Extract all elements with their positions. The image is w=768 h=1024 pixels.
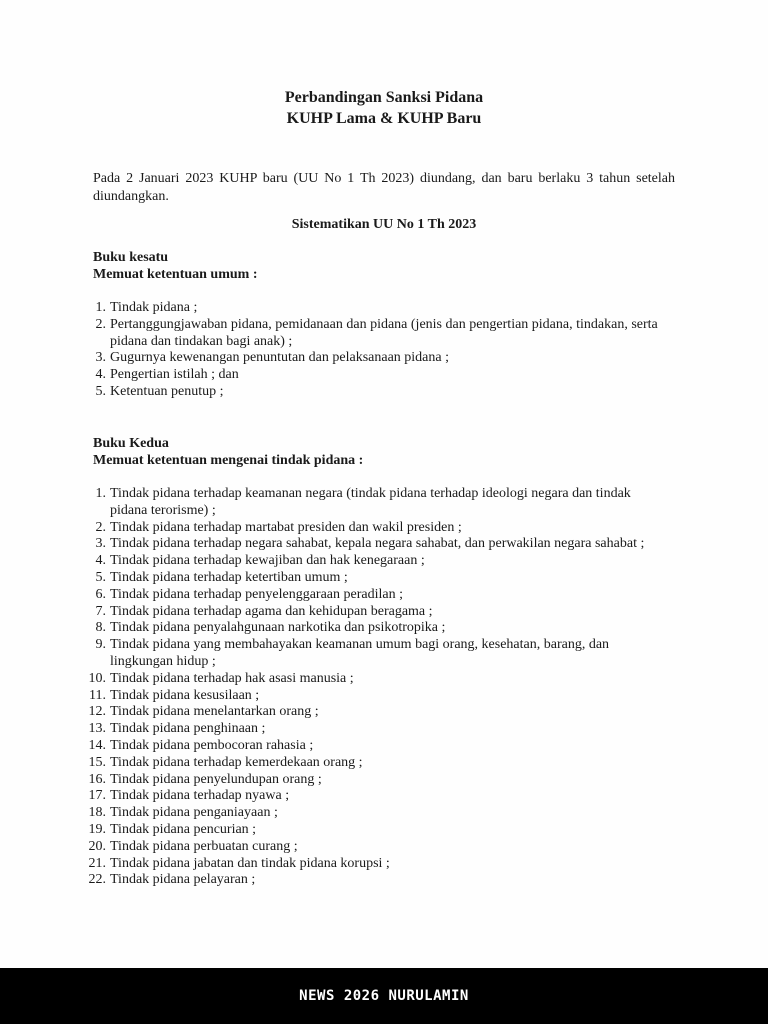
list-item-number: 1. — [95, 300, 106, 315]
list-item-text: Pertanggungjawaban pidana, pemidanaan dan pidana (jenis dan pengertian pidana, tindakan, serta pidana dan tindakan bagi anak) ; — [110, 316, 658, 349]
list-item — [95, 603, 670, 621]
list-item — [88, 872, 670, 889]
list-item-text: Tindak pidana terhadap penyelenggaraan peradilan ; — [110, 586, 403, 602]
list-item — [88, 704, 670, 721]
list-item-number: 8. — [95, 620, 106, 636]
list-item — [89, 687, 670, 705]
list-item-text: Tindak pidana terhadap nyawa ; — [110, 788, 290, 804]
document-title-line2: KUHP Lama & KUHP Baru — [286, 110, 482, 127]
list-item — [95, 486, 670, 520]
list-item-number: 2. — [95, 316, 106, 332]
list-item-number: 9. — [95, 637, 106, 653]
buku-kedua-heading: Buku Kedua — [93, 436, 169, 451]
list-item-number: 5. — [95, 569, 106, 585]
list-item — [88, 670, 670, 688]
list-item-number: 12. — [88, 704, 106, 720]
list-item-text: Tindak pidana kesusilaan ; — [110, 687, 260, 703]
list-item — [88, 855, 670, 873]
list-item-number: 5. — [95, 383, 106, 399]
list-item-text: Tindak pidana penyalahgunaan narkotika dan psikotropika ; — [110, 620, 446, 636]
list-item-text: Tindak pidana jabatan dan tindak pidana korupsi ; — [110, 855, 390, 871]
list-item-number: 13. — [88, 721, 106, 737]
list-item — [88, 754, 670, 772]
list-item — [95, 300, 670, 317]
list-item-number: 21. — [88, 855, 106, 871]
list-item — [88, 788, 670, 805]
buku-kesatu-heading: Buku kesatu — [93, 250, 169, 265]
list-item-text: Tindak pidana pelayaran ; — [110, 872, 256, 888]
list-item-number: 1. — [95, 486, 106, 501]
list-item — [95, 350, 670, 367]
list-item-text: Tindak pidana penyelundupan orang ; — [110, 771, 322, 787]
list-item-number: 10. — [88, 670, 106, 686]
list-item-text: Tindak pidana pembocoran rahasia ; — [110, 737, 314, 753]
buku-kesatu-subheading: Memuat ketentuan umum : — [93, 267, 258, 282]
buku-kesatu-list — [95, 300, 670, 401]
list-item-text: Tindak pidana perbuatan curang ; — [110, 838, 298, 854]
list-item-text: Tindak pidana terhadap kewajiban dan hak kenegaraan ; — [110, 553, 425, 569]
list-item — [88, 721, 670, 738]
list-item — [95, 536, 670, 553]
list-item-text: Tindak pidana ; — [110, 300, 198, 315]
buku-kedua-list — [88, 486, 670, 889]
list-item-text: Tindak pidana terhadap keamanan negara (tindak pidana terhadap ideologi negara dan tindak pidana terorisme) ; — [110, 486, 631, 518]
list-item — [88, 821, 670, 839]
list-item-number: 3. — [95, 536, 106, 552]
list-item-text: Tindak pidana penghinaan ; — [110, 721, 266, 737]
list-item-number: 22. — [88, 872, 106, 888]
list-item-text: Tindak pidana terhadap negara sahabat, kepala negara sahabat, dan perwakilan negara sahabat ; — [110, 536, 645, 552]
footer-caption-bar — [0, 968, 768, 1024]
list-item-number: 2. — [95, 519, 106, 535]
list-item-text: Tindak pidana terhadap hak asasi manusia ; — [110, 670, 354, 686]
list-item-text: Tindak pidana terhadap kemerdekaan orang ; — [110, 754, 363, 770]
list-item — [95, 586, 670, 604]
list-item — [88, 771, 670, 789]
list-item-text: Tindak pidana terhadap agama dan kehidupan beragama ; — [110, 603, 433, 619]
list-item-text: Pengertian istilah ; dan — [110, 367, 239, 383]
list-item-text: Tindak pidana penganiayaan ; — [110, 805, 278, 821]
list-item-number: 16. — [88, 771, 106, 787]
list-item — [88, 838, 670, 856]
list-item-text: Tindak pidana yang membahayakan keamanan umum bagi orang, kesehatan, barang, dan lingkungan hidup ; — [110, 637, 610, 669]
list-item — [95, 316, 670, 351]
list-item-number: 4. — [95, 367, 106, 383]
list-item — [88, 805, 670, 822]
list-item-number: 20. — [88, 838, 106, 854]
list-item-number: 4. — [95, 553, 106, 569]
list-item-number: 19. — [88, 821, 106, 837]
list-item-number: 3. — [95, 350, 106, 366]
list-item — [95, 519, 670, 537]
list-item-number: 6. — [95, 586, 106, 602]
list-item-number: 17. — [88, 788, 106, 804]
buku-kedua-subheading: Memuat ketentuan mengenai tindak pidana : — [93, 453, 364, 468]
list-item — [95, 553, 670, 570]
list-item — [95, 367, 670, 384]
list-item — [88, 737, 670, 755]
intro-paragraph: Pada 2 Januari 2023 KUHP baru (UU No 1 Th 2023) diundang, dan baru berlaku 3 tahun setelah diundangkan. — [93, 171, 675, 204]
list-item — [95, 569, 670, 587]
list-item — [95, 637, 670, 671]
footer-caption: NEWS 2026 NURULAMIN — [299, 988, 469, 1004]
list-item-number: 14. — [88, 737, 106, 753]
list-item-number: 11. — [89, 687, 106, 703]
document-title-line1: Perbandingan Sanksi Pidana — [284, 89, 484, 106]
list-item-text: Tindak pidana menelantarkan orang ; — [110, 704, 319, 720]
list-item-text: Tindak pidana pencurian ; — [110, 821, 257, 837]
sistematika-heading: Sistematikan UU No 1 Th 2023 — [291, 217, 477, 232]
list-item-text: Ketentuan penutup ; — [110, 383, 224, 399]
list-item-number: 18. — [88, 805, 106, 821]
list-item-text: Gugurnya kewenangan penuntutan dan pelaksanaan pidana ; — [110, 350, 449, 366]
list-item — [95, 383, 670, 401]
list-item — [95, 620, 670, 637]
list-item-number: 7. — [95, 603, 106, 619]
list-item-number: 15. — [88, 754, 106, 770]
list-item-text: Tindak pidana terhadap ketertiban umum ; — [110, 569, 348, 585]
list-item-text: Tindak pidana terhadap martabat presiden dan wakil presiden ; — [110, 519, 462, 535]
